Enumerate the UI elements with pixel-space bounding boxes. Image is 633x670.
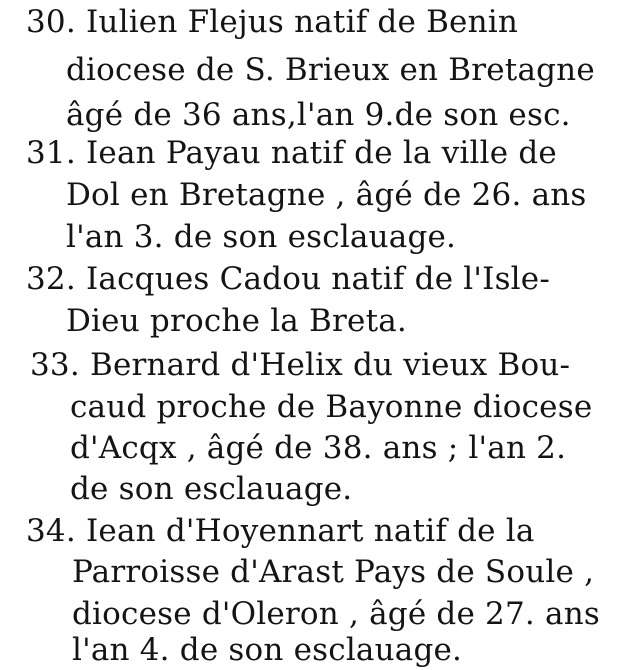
- entry-34-line-3: diocese d'Oleron , âgé de 27. ans: [72, 596, 600, 632]
- entry-32-line-2: Dieu proche la Breta.: [66, 303, 407, 339]
- entry-number: 31.: [26, 135, 76, 171]
- entry-number: 32.: [26, 261, 76, 297]
- entry-30-line-3: âgé de 36 ans,l'an 9.de son esc.: [66, 97, 571, 133]
- entry-text: Bernard d'Helix du vieux Bou-: [89, 347, 571, 383]
- entry-number: 30.: [26, 4, 76, 40]
- entry-33-line-3: d'Acqx , âgé de 38. ans ; l'an 2.: [70, 430, 567, 466]
- entry-30-line-1: [26, 2, 518, 42]
- entry-text: Iulien Flejus natif de Benin: [85, 4, 519, 40]
- entry-32-line-1: [26, 259, 550, 299]
- entry-text: Iean d'Hoyennart natif de la: [85, 513, 535, 549]
- entry-text: Iacques Cadou natif de l'Isle-: [85, 261, 551, 297]
- entry-34-line-2: Parroisse d'Arast Pays de Soule ,: [72, 554, 595, 590]
- entry-text: Iean Payau natif de la ville de: [85, 135, 557, 171]
- entry-34-line-1: [26, 511, 535, 551]
- entry-31-line-1: [26, 133, 557, 173]
- entry-33-line-4: de son esclauage.: [70, 471, 353, 507]
- entry-33-line-1: [30, 345, 570, 385]
- entry-30-line-2: diocese de S. Brieux en Bretagne: [66, 52, 595, 88]
- entry-number: 34.: [26, 513, 76, 549]
- entry-34-line-4: l'an 4. de son esclauage.: [72, 632, 463, 668]
- entry-number: 33.: [30, 347, 80, 383]
- entry-31-line-3: l'an 3. de son esclauage.: [66, 219, 457, 255]
- entry-31-line-2: Dol en Bretagne , âgé de 26. ans: [66, 177, 587, 213]
- entry-33-line-2: caud proche de Bayonne diocese: [70, 389, 593, 425]
